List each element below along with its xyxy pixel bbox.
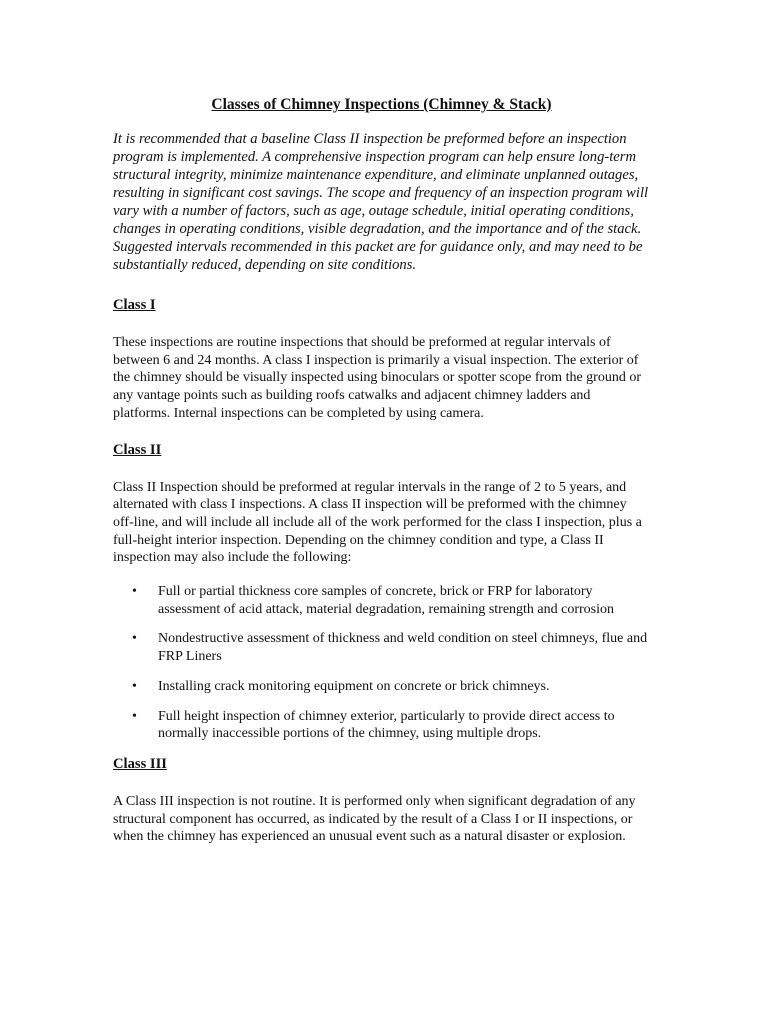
section-heading-class-3: Class III bbox=[113, 755, 167, 772]
section-heading-class-1: Class I bbox=[113, 297, 156, 313]
bullet-icon: • bbox=[132, 631, 137, 647]
section-class-3 bbox=[113, 755, 650, 846]
section-text-class-3: A Class III inspection is not routine. It is performed only when significant degradation of any structural component has occurred, as indicated by the result of a Class I or II inspections, or when the chimney has experienced an unusual event such as a natural disaster or explosion. bbox=[113, 793, 636, 845]
bullet-icon: • bbox=[132, 678, 137, 694]
list-item-text: Nondestructive assessment of thickness and weld condition on steel chimneys, flue and FRP Liners bbox=[158, 631, 648, 665]
list-item-text: Installing crack monitoring equipment on concrete or brick chimneys. bbox=[158, 678, 550, 694]
section-text-class-2: Class II Inspection should be preformed at regular intervals in the range of 2 to 5 years, and alternated with class I inspections. A class II inspection will be preformed with the chimney off-line, and will include all include all of the work performed for the class I inspection, plus a full-height interior inspection. Depending on the chimney condition and type, a Class II inspection may also include the following: bbox=[113, 479, 642, 566]
section-heading-class-2: Class II bbox=[113, 441, 162, 458]
list-item bbox=[113, 678, 650, 696]
list-item-text: Full or partial thickness core samples of concrete, brick or FRP for laboratory assessment of acid attack, material degradation, remaining strength and corrosion bbox=[158, 584, 615, 617]
section-class-1 bbox=[113, 296, 650, 423]
list-item bbox=[113, 630, 650, 665]
intro-paragraph: It is recommended that a baseline Class II inspection be preformed before an inspection program is implemented. A comprehensive inspection program can help ensure long-term structural integrity, minimize maintenance expenditure, and eliminate unplanned outages, resulting in significant cost savings. The scope and frequency of an inspection program will vary with a number of factors, such as age, outage schedule, initial operating conditions, changes in operating conditions, visible degradation, and the importance and of the stack. Suggested intervals recommended in this packet are for guidance only, and may need to be substantially reduced, depending on site conditions. bbox=[113, 131, 649, 273]
list-item bbox=[113, 708, 650, 743]
bullet-icon: • bbox=[132, 708, 137, 724]
section-text-class-1: These inspections are routine inspections that should be preformed at regular intervals of between 6 and 24 months. A class I inspection is primarily a visual inspection. The exterior of the chimney should be visually inspected using binoculars or spotter scope from the ground or any vantage points such as building roofs catwalks and adjacent chimney ladders and platforms. Internal inspections can be completed by using camera. bbox=[113, 335, 642, 421]
bullet-icon: • bbox=[132, 584, 137, 600]
list-item bbox=[113, 583, 650, 618]
section-class-2 bbox=[113, 441, 650, 743]
list-item-text: Full height inspection of chimney exterior, particularly to provide direct access to normally inaccessible portions of the chimney, using multiple drops. bbox=[158, 708, 615, 742]
document-title: Classes of Chimney Inspections (Chimney & Stack) bbox=[211, 96, 552, 113]
class-2-bullet-list bbox=[113, 583, 650, 743]
